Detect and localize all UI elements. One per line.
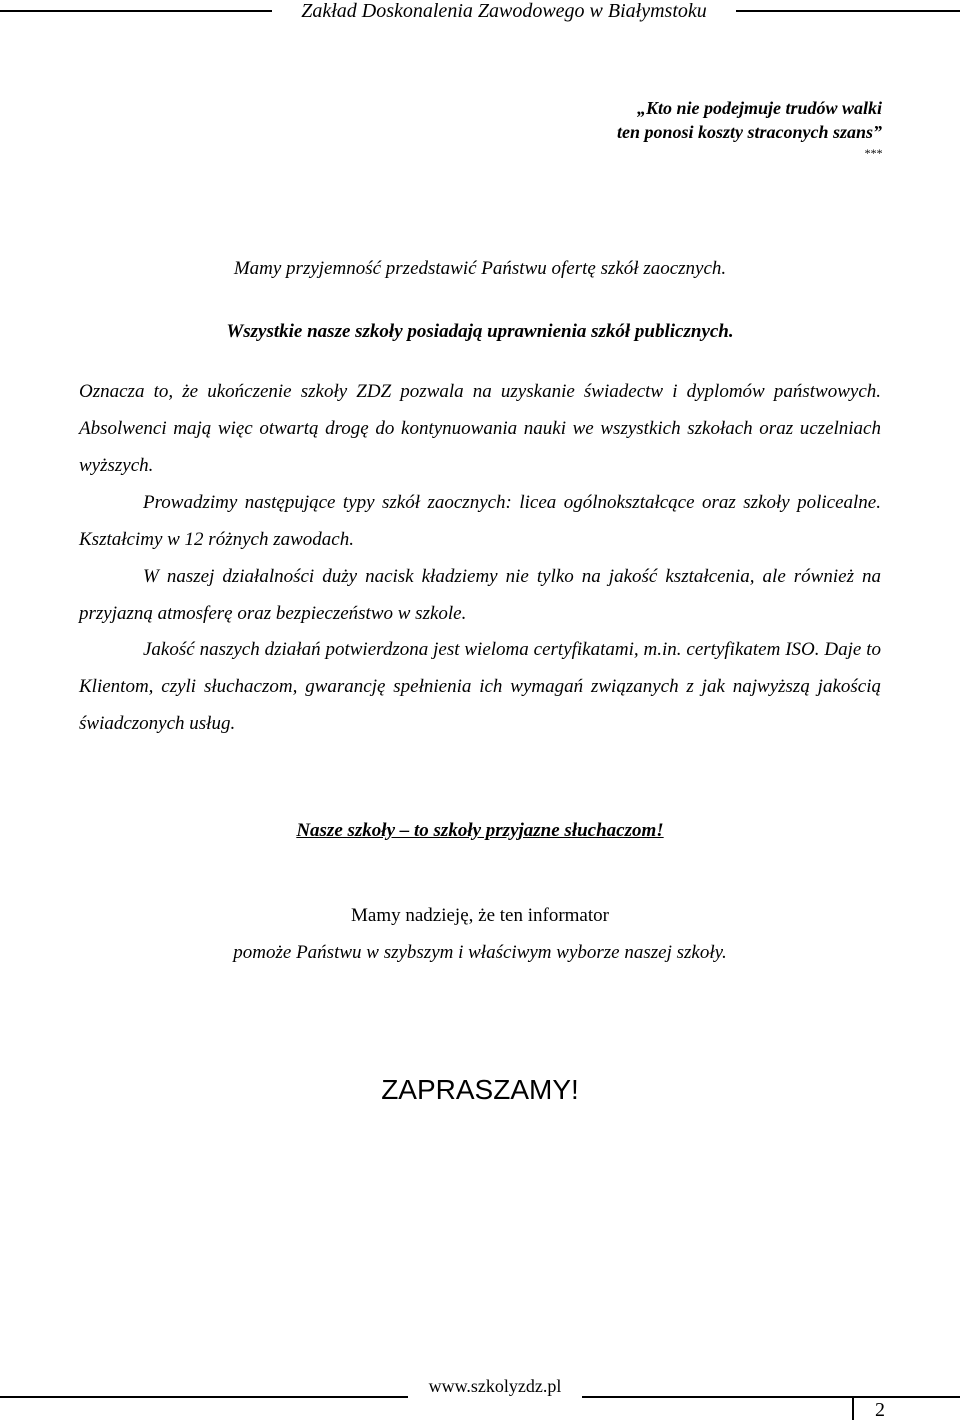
page-header [0,0,960,24]
footer-rule-right [582,1396,852,1398]
motto-line-2: ten ponosi koszty straconych szans” [616,122,882,142]
motto-stars: *** [864,146,882,160]
paragraph-certificates: Oznacza to, że ukończenie szkoły ZDZ pozwala na uzyskanie świadectw i dyplomów państwowych. Absolwenci mają więc otwartą drogę do kontynuowania nauki we wszystkich szkołach oraz uczelniach wyższych. [79,381,881,476]
header-rule-left [0,10,272,12]
public-rights-statement: Wszystkie nasze szkoły posiadają uprawnienia szkół publicznych. [226,321,734,342]
motto-line-1: „Kto nie podejmuje trudów walki [636,98,882,118]
footer-rule-left [0,1396,408,1398]
motto-quote [617,96,882,160]
page-number: 2 [875,1399,885,1421]
header-title: Zakład Doskonalenia Zawodowego w Białymstoku [301,0,707,22]
hope-line-2: pomoże Państwu w szybszym i właściwym wyborze naszej szkoły. [233,942,727,963]
footer-website-link[interactable]: www.szkolyzdz.pl [428,1376,562,1396]
paragraph-iso: Jakość naszych działań potwierdzona jest wieloma certyfikatami, m.in. certyfikatem ISO. Daje to Klientom, czyli słuchaczom, gwarancję spełnienia ich wymagań związanych z jak najwyższą jakością świadczonych usług. [79,639,881,734]
offer-intro: Mamy przyjemność przedstawić Państwu ofertę szkół zaocznych. [233,258,727,279]
header-rule-right [736,10,960,12]
slogan: Nasze szkoły – to szkoły przyjazne słuchaczom! [296,820,664,841]
paragraph-quality: W naszej działalności duży nacisk kładziemy nie tylko na jakość kształcenia, ale również na przyjazną atmosferę oraz bezpieczeństwo w szkole. [79,566,881,624]
invitation-heading: ZAPRASZAMY! [381,1074,579,1105]
paragraph-school-types: Prowadzimy następujące typy szkół zaocznych: licea ogólnokształcące oraz szkoły policealne. Kształcimy w 12 różnych zawodach. [79,492,881,550]
hope-line-1: Mamy nadzieję, że ten informator [351,905,609,926]
